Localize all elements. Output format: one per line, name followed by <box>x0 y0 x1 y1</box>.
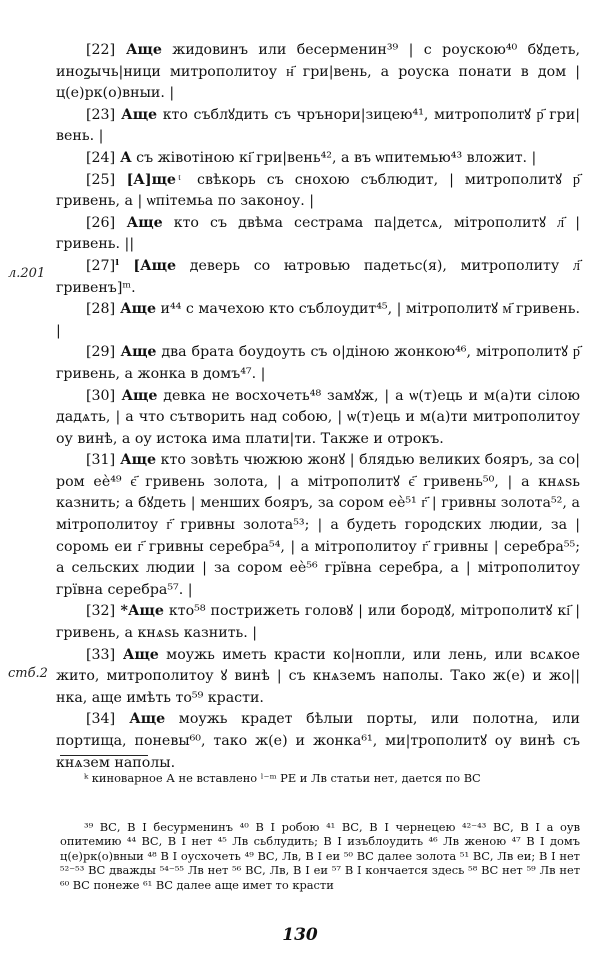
article-25 <box>56 170 580 213</box>
article-text: А съ жівотіною кі҃ гри|вень⁴², а въ ѡпитемью⁴³ вложит. | <box>115 149 537 166</box>
article-text: Аще и⁴⁴ с мачехою кто съблоудит⁴⁵, | мітрополитꙋ м҃ гривень. | <box>56 301 581 339</box>
article-text: Аще моужь иметь красти ко|нопли, или лень, или всѧкое жито, митрополитоу ꙋ винѣ | съ кнѧземъ наполы. Тако ж(е) и жо||нка, аще имѣть то⁵⁹ красти. <box>56 646 580 706</box>
margin-note-column-2: стб.2 <box>8 666 48 681</box>
footnotes-letter-block <box>60 771 580 785</box>
main-text <box>56 40 580 774</box>
article-24 <box>56 148 580 170</box>
article-28 <box>56 299 580 342</box>
article-31 <box>56 450 580 601</box>
article-32 <box>56 601 580 644</box>
article-number: [30] <box>86 387 116 404</box>
article-number: [32] <box>86 603 116 620</box>
article-number: [24] <box>86 149 116 166</box>
page-number: 130 <box>282 925 318 945</box>
article-26 <box>56 213 580 256</box>
article-number: [26] <box>86 214 116 231</box>
article-22 <box>56 40 580 105</box>
article-text: Аще моужь крадет бѣлыи порты, или полотна, или портища, поневы⁶⁰, тако ж(е) и жонка⁶¹, ми|трополитꙋ оу винѣ съ кнѧзем наполы. <box>56 711 581 771</box>
article-23 <box>56 105 580 148</box>
article-29 <box>56 342 580 385</box>
article-number: [23] <box>86 106 116 123</box>
footnotes-number-block <box>60 820 580 892</box>
article-text: ˡ [Аще деверь со ꙗтровью падетьс(я), митрополиту л҃ гривенъ]ᵐ. <box>56 257 580 296</box>
article-27 <box>56 256 580 299</box>
article-number: [31] <box>86 452 116 469</box>
article-number: [28] <box>86 301 116 318</box>
footnote-letter-line: ᵏ киноварное А не вставлено ˡ⁻ᵐ РЕ и Лв статьи нет, дается по ВС <box>84 771 481 785</box>
article-text: *Аще кто⁵⁸ пострижеть головꙋ | или бородꙋ, мітрополитꙋ кі҃ | гривень, а кнѧѕь казнить. | <box>56 603 581 642</box>
article-text: Аще два брата боудоуть съ о|діною жонкою⁴⁶, мітрополитꙋ р҃ гривень, а жонка в домъ⁴⁷. | <box>56 344 581 382</box>
article-number: [27] <box>86 257 116 274</box>
article-number: [29] <box>86 344 116 361</box>
footnote-number-line: ³⁹ ВС, В I бесурменинъ ⁴⁰ В I робою ⁴¹ ВС, В I чернецею ⁴²⁻⁴³ ВС, В I а оув опитемию ⁴⁴ ВС, В I нет ⁴⁵ Лв сьблудить; В I изъблоудить ⁴⁶ Лв женою ⁴⁷ В I домъ ц(е)рк(о)вныи ⁴⁸ В I оусхочеть ⁴⁹ ВС, Лв, В I еи ⁵⁰ ВС далее золота ⁵¹ ВС, Лв еи; В I нет ⁵²⁻⁵³ ВС дважды ⁵⁴⁻⁵⁵ Лв нет ⁵⁶ ВС, Лв, В I еи ⁵⁷ В I кончается здесь ⁵⁸ ВС нет ⁵⁹ Лв нет ⁶⁰ ВС понеже ⁶¹ ВС далее аще имет то красти <box>60 820 580 892</box>
footnote-divider <box>60 755 148 756</box>
article-text: [А]ще ͭ свѣкорь съ снохою съблюдит, | митрополитꙋ р҃ гривень, а | ѡпітемьа по законоу. | <box>56 171 580 210</box>
margin-note-leaf-201: л.201 <box>8 266 46 281</box>
article-number: [33] <box>86 646 116 663</box>
article-number: [25] <box>86 171 116 188</box>
article-number: [34] <box>86 711 116 728</box>
article-text: Аще жидовинъ или бесерменин³⁹ | с роускою⁴⁰ бꙋдеть, иноꙁычь|ници митрополитоу н҃ гри|вень, а роуска понати в дом | ц(е)рк(о)вныи. | <box>56 42 580 102</box>
article-text: Аще девка не восхочеть⁴⁸ замꙋж, | а ѡ(т)ець и м(а)ти сілою дадѧть, | а что сътворить над собою, | ѡ(т)ець и м(а)ти митрополитоу оу винѣ, а оу истока има плати|ти. Также и отрокъ. <box>56 387 580 447</box>
article-34 <box>56 709 580 774</box>
article-33 <box>56 645 580 710</box>
article-text: Аще кто съблꙋдить съ чрънори|зицею⁴¹, митрополитꙋ р҃ гри|вень. | <box>56 106 580 145</box>
article-number: [22] <box>86 42 116 58</box>
article-text: Аще кто съ двѣма сестрама па|детсѧ, мітрополитꙋ л҃ | гривень. || <box>56 214 580 253</box>
article-30 <box>56 386 580 451</box>
article-text: Аще кто зовѣть чюжюю жонꙋ | блядью великих бояръ, за со|ром еѐ⁴⁹ є҃ гривень золота, | а мітрополитꙋ є҃ гривень⁵⁰, | а кнѧѕь казнить; а бꙋдеть | меншиx бояръ, за сором еѐ⁵¹ г҃ | гривны золота⁵², а мітрополитоу г҃ гривны золота⁵³; | а будеть городских людии, за | соромь еи г҃ гривны серебра⁵⁴, | а мітрополитоу г҃ гривны | серебра⁵⁵; а сельских людии | за сором еѐ⁵⁶ грївна серебра, а | мітрополитоу грївна серебра⁵⁷. | <box>56 452 580 598</box>
